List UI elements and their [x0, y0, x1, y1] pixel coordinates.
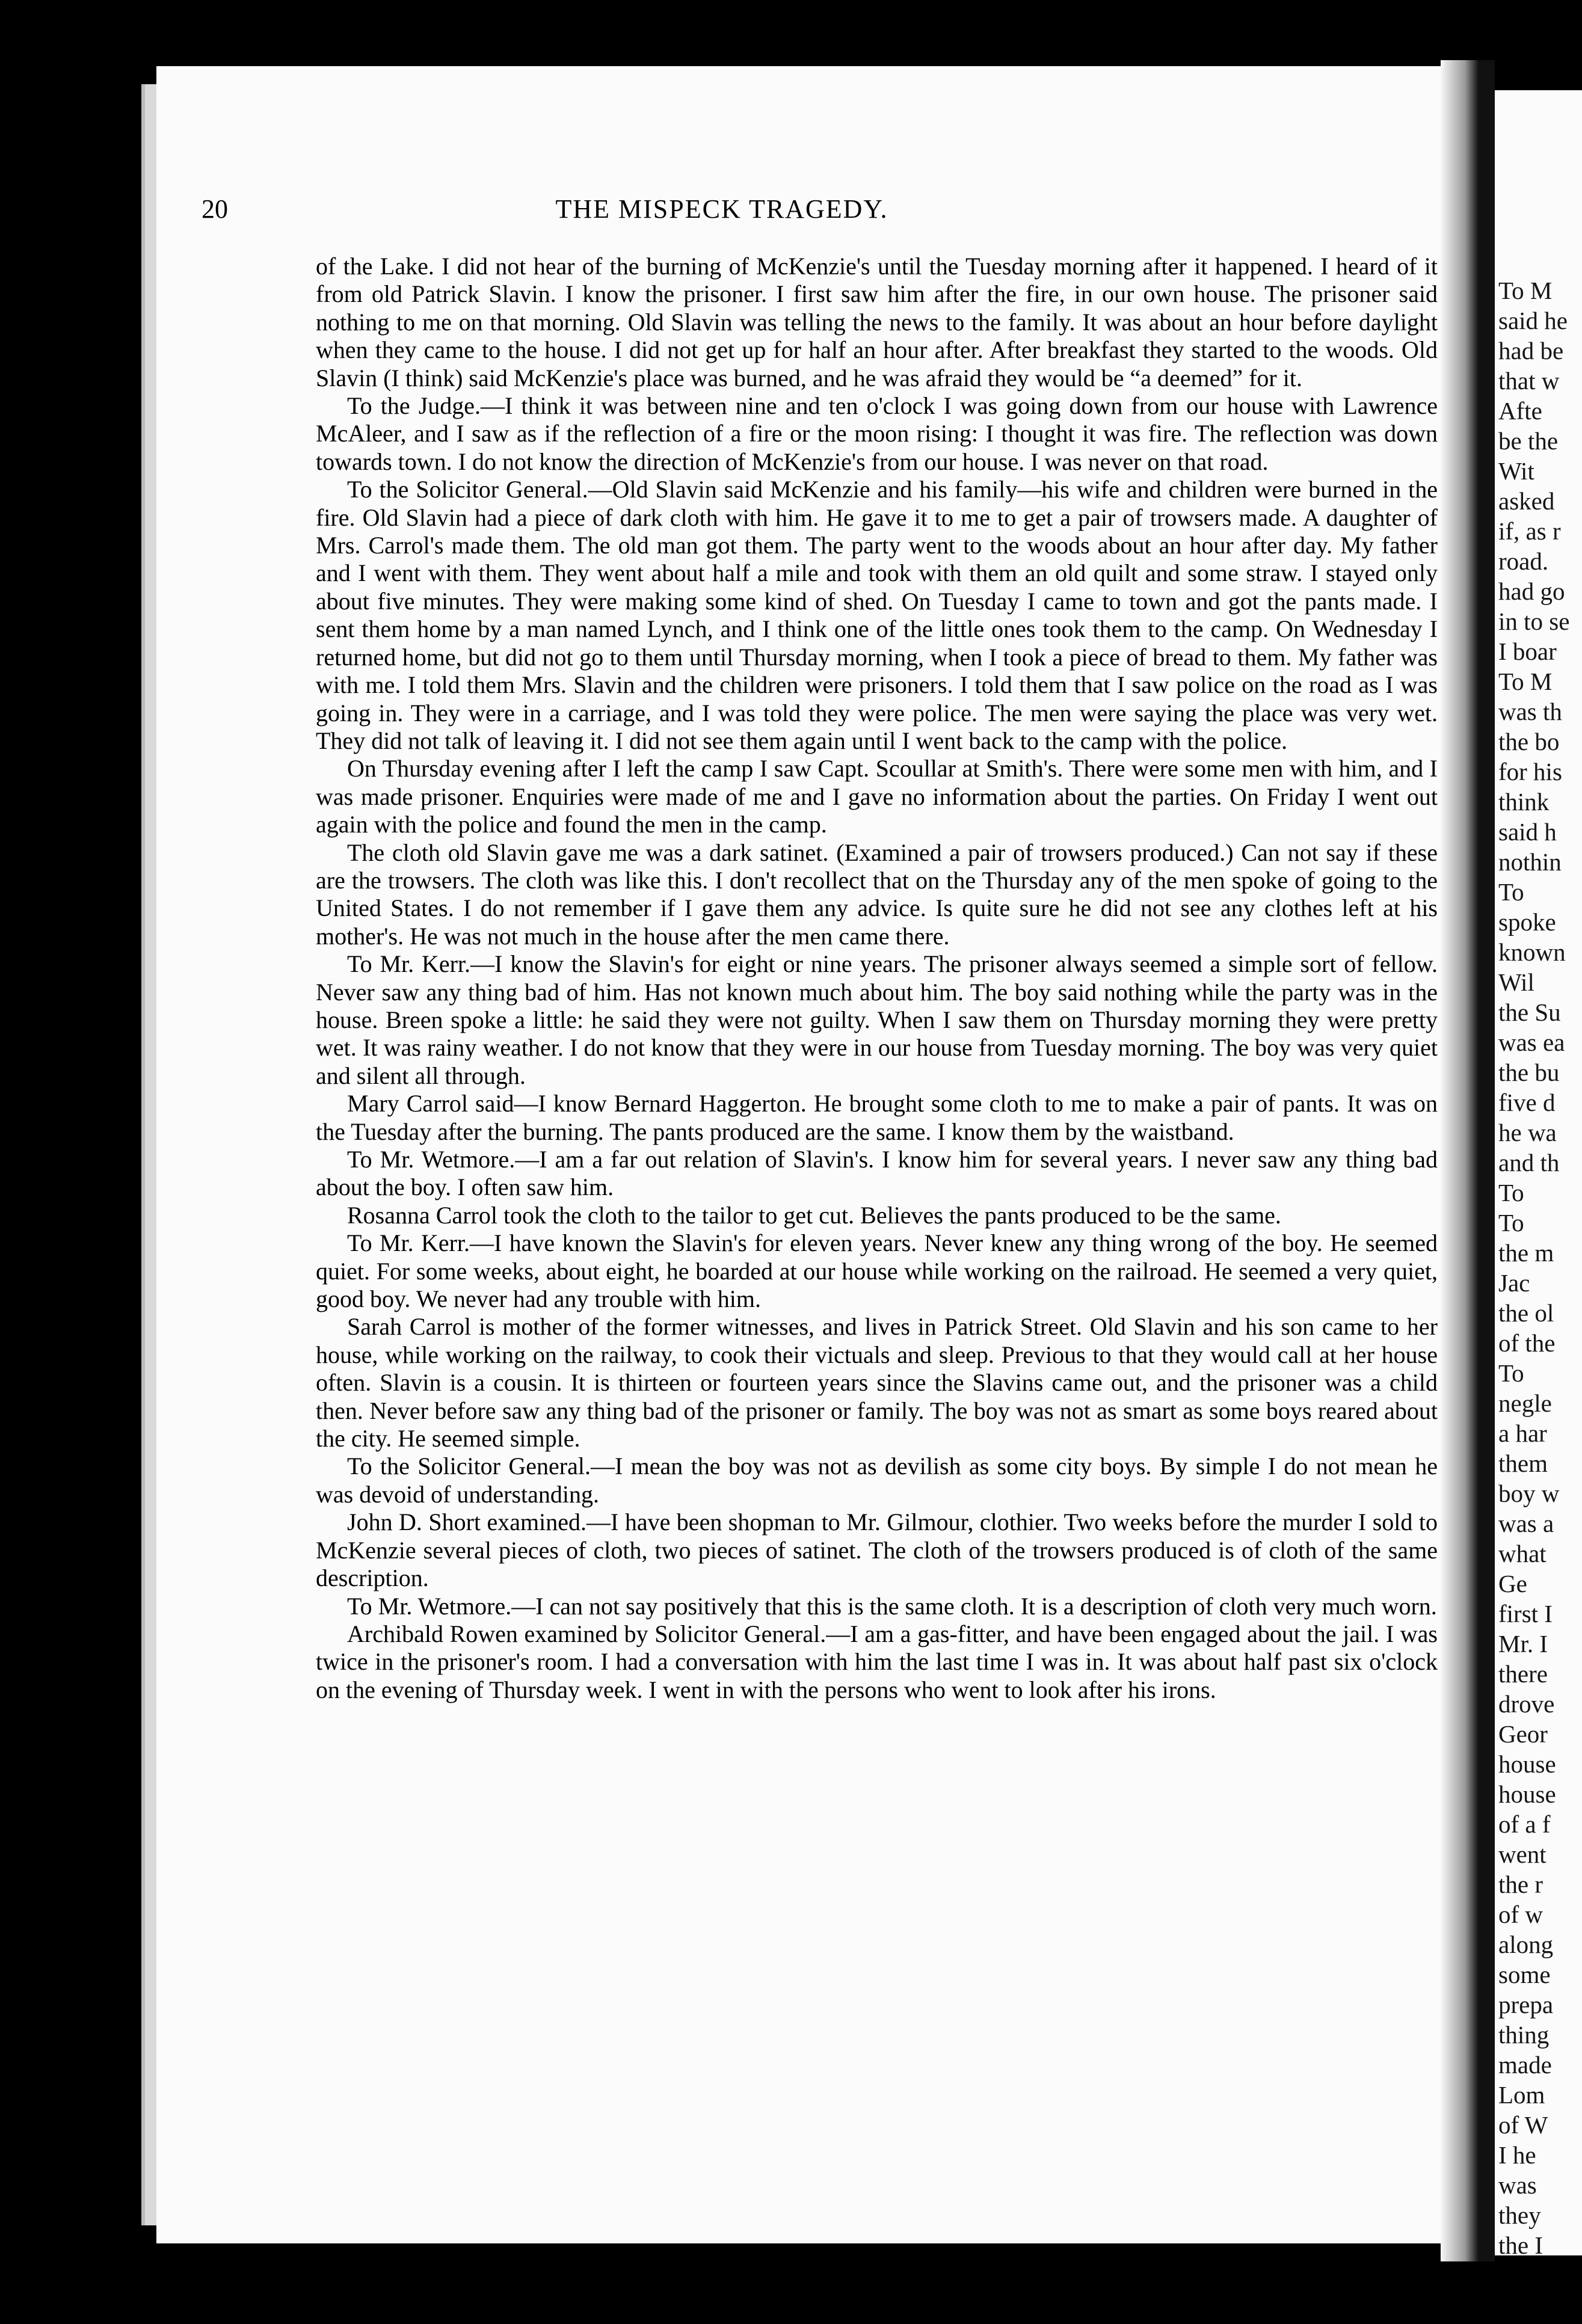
- right-page-line: Ge: [1498, 1570, 1527, 1597]
- right-page-line: be the: [1498, 427, 1559, 455]
- paragraph: The cloth old Slavin gave me was a dark satinet. (Examined a pair of trowsers produced.) Can not say if these are the trowsers. The cloth was like this. I don't recollect that on the Thursday any of the men spoke of going to the United States. I do not remember if I gave them any advice. Is quite sure he did not see any clothes left at his mother's. He was not much in the house after the men came there.: [316, 838, 1438, 950]
- right-page-line: if, as r: [1498, 517, 1561, 545]
- right-page-line: said he: [1498, 307, 1568, 334]
- right-page-line: of the: [1498, 1329, 1556, 1357]
- right-page-line: made: [1498, 2051, 1552, 2079]
- right-page-line: nothin: [1498, 848, 1562, 876]
- right-page-line: To: [1498, 1359, 1524, 1387]
- right-page-line: Geor: [1498, 1720, 1548, 1748]
- paragraph: To the Judge.—I think it was between nine and ten o'clock I was going down from our house with Lawrence McAleer, and I saw as if the reflection of a fire or the moon rising: I thought it was fire. The reflection was down towards town. I do not know the direction of McKenzie's from our house. I was never on that road.: [316, 392, 1438, 475]
- right-page-line: To: [1498, 1209, 1524, 1237]
- right-page-line: for his: [1498, 758, 1562, 785]
- right-page-line: five d: [1498, 1089, 1556, 1116]
- right-page-line: the Su: [1498, 998, 1561, 1026]
- right-page-line: think: [1498, 788, 1550, 816]
- right-page-line: house: [1498, 1750, 1556, 1778]
- right-page-line: the bu: [1498, 1059, 1560, 1086]
- paragraph: To the Solicitor General.—Old Slavin said McKenzie and his family—his wife and children were burned in the fire. Old Slavin had a piece of dark cloth with him. He gave it to me to get a pair of trowsers made. A daughter of Mrs. Carrol's made them. The old man got them. The party went to the woods about an hour after day. My father and I went with them. They went about half a mile and took with them an old quilt and some straw. I stayed only about five minutes. They were making some kind of shed. On Tuesday I came to town and got the pants made. I sent them home by a man named Lynch, and I think one of the little ones took them to the camp. On Wednesday I returned home, but did not go to them until Thursday morning, when I took a piece of bread to them. My father was with me. I told them Mrs. Slavin and the children were prisoners. I told them that I saw police on the road as I was going in. They were in a carriage, and I was told they were police. The men were saying the place was very wet. They did not talk of leaving it. I did not see them again until I went back to the camp with the police.: [316, 476, 1438, 754]
- paragraph: John D. Short examined.—I have been shopman to Mr. Gilmour, clothier. Two weeks before the murder I sold to McKenzie several pieces of cloth, two pieces of satinet. The cloth of the trowsers produced is of cloth of the same description.: [316, 1508, 1438, 1592]
- right-page-line: asked: [1498, 487, 1555, 515]
- right-page-line: Wit: [1498, 457, 1534, 485]
- right-page-line: the I: [1498, 2231, 1543, 2255]
- right-page-line: Jac: [1498, 1269, 1530, 1297]
- paragraph: Archibald Rowen examined by Solicitor General.—I am a gas-fitter, and have been engaged about the jail. I was twice in the prisoner's room. I had a conversation with him the last time I was in. It was about half past six o'clock on the evening of Thursday week. I went in with the persons who went to look after his irons.: [316, 1620, 1438, 1703]
- right-page-line: thing: [1498, 2021, 1550, 2049]
- right-page-line: known: [1498, 938, 1566, 966]
- paragraph: To Mr. Wetmore.—I can not say positively that this is the same cloth. It is a description of cloth very much worn.: [347, 1592, 1437, 1620]
- right-page-line: Afte: [1498, 397, 1542, 425]
- page-header: [202, 194, 1242, 236]
- right-page-line: what: [1498, 1540, 1547, 1567]
- right-page-line: first I: [1498, 1600, 1553, 1628]
- right-page-line: along: [1498, 1931, 1554, 1958]
- right-page-line: negle: [1498, 1389, 1552, 1417]
- right-page-line: them: [1498, 1449, 1548, 1477]
- right-page-line: the r: [1498, 1871, 1543, 1898]
- right-page-line: and th: [1498, 1149, 1560, 1176]
- right-page-line: road.: [1498, 547, 1549, 575]
- right-page-line: was ea: [1498, 1028, 1565, 1056]
- paragraph: Sarah Carrol is mother of the former witnesses, and lives in Patrick Street. Old Slavin and his son came to her house, while working on the railway, to cook their victuals and sleep. Previous to that they would call at her house often. Slavin is a cousin. It is thirteen or fourteen years since the Slavins came out, and the prisoner was a child then. Never before saw any thing bad of the prisoner or family. The boy was not as smart as some boys reared about the city. He seemed simple.: [316, 1313, 1438, 1452]
- right-page-line: went: [1498, 1840, 1547, 1868]
- paragraph: To Mr. Kerr.—I have known the Slavin's for eleven years. Never knew any thing wrong of the boy. He seemed quiet. For some weeks, about eight, he boarded at our house while working on the railroad. He seemed a very quiet, good boy. We never had any trouble with him.: [316, 1229, 1438, 1313]
- right-page-line: they: [1498, 2201, 1541, 2229]
- right-page-line: Wil: [1498, 968, 1534, 996]
- right-page-line: prepa: [1498, 1991, 1554, 2018]
- right-page-line: the ol: [1498, 1299, 1554, 1327]
- right-page-line: had be: [1498, 337, 1564, 364]
- right-page-line: the m: [1498, 1239, 1554, 1267]
- right-page-line: he wa: [1498, 1119, 1557, 1146]
- right-page-line: had go: [1498, 577, 1565, 605]
- right-page-line: of W: [1498, 2111, 1548, 2139]
- right-page-line: I he: [1498, 2141, 1536, 2169]
- right-page-line: in to se: [1498, 607, 1570, 635]
- paragraph: Rosanna Carrol took the cloth to the tailor to get cut. Believes the pants produced to be the same.: [347, 1201, 1281, 1229]
- right-page-line: some: [1498, 1961, 1551, 1988]
- right-page-line: To M: [1498, 668, 1553, 695]
- right-page-line: said h: [1498, 818, 1557, 846]
- right-page-line: the bo: [1498, 728, 1560, 755]
- right-page-line: drove: [1498, 1690, 1555, 1718]
- book-gutter: [1441, 60, 1495, 2261]
- right-page-fragment: [1495, 90, 1582, 2255]
- paragraph: To Mr. Kerr.—I know the Slavin's for eight or nine years. The prisoner always seemed a simple sort of fellow. Never saw any thing bad of him. Has not known much about him. The boy said nothing while the party was in the house. Breen spoke a little: he said they were not guilty. When I saw them on Thursday morning they were pretty wet. It was rainy weather. I do not know that they were in our house from Tuesday morning. The boy was very quiet and silent all through.: [316, 950, 1438, 1089]
- right-page-line: was th: [1498, 698, 1562, 725]
- right-page-line: there: [1498, 1660, 1548, 1688]
- right-page-line: To M: [1498, 277, 1553, 304]
- right-page-line: Mr. I: [1498, 1630, 1548, 1658]
- right-page-line: Lom: [1498, 2081, 1545, 2109]
- paragraph: Mary Carrol said—I know Bernard Haggerton. He brought some cloth to me to make a pair of pants. It was on the Tuesday after the burning. The pants produced are the same. I know them by the waistband.: [316, 1090, 1438, 1145]
- right-page-line: was a: [1498, 1510, 1554, 1537]
- right-page-line: a har: [1498, 1419, 1547, 1447]
- right-page-line: To: [1498, 878, 1524, 906]
- paragraph: On Thursday evening after I left the camp I saw Capt. Scoullar at Smith's. There were some men with him, and I was made prisoner. Enquiries were made of me and I gave no information about the parties. On Friday I went out again with the police and found the men in the camp.: [316, 755, 1438, 838]
- right-page-line: spoke: [1498, 908, 1556, 936]
- running-title: THE MISPECK TRAGEDY.: [555, 194, 888, 224]
- right-page-line: of w: [1498, 1901, 1544, 1928]
- right-page-line: was: [1498, 2171, 1537, 2199]
- right-page-line: boy w: [1498, 1480, 1560, 1507]
- paragraph: To Mr. Wetmore.—I am a far out relation of Slavin's. I know him for several years. I never saw any thing bad about the boy. I often saw him.: [316, 1146, 1438, 1201]
- right-page-line: of a f: [1498, 1810, 1551, 1838]
- page-number: 20: [202, 194, 228, 224]
- right-page-line: house: [1498, 1780, 1556, 1808]
- paragraph: of the Lake. I did not hear of the burning of McKenzie's until the Tuesday morning after it happened. I heard of it from old Patrick Slavin. I know the prisoner. I first saw him after the fire, in our own house. The prisoner said nothing to me on that morning. Old Slavin was telling the news to the family. It was about an hour before daylight when they came to the house. I did not get up for half an hour after. After breakfast they started to the woods. Old Slavin (I think) said McKenzie's place was burned, and he was afraid they would be “a deemed” for it.: [316, 253, 1438, 392]
- paragraph: To the Solicitor General.—I mean the boy was not as devilish as some city boys. By simple I do not mean he was devoid of understanding.: [316, 1452, 1438, 1508]
- right-page-line: To: [1498, 1179, 1524, 1207]
- body-text: [316, 253, 1438, 2159]
- right-page-line: I boar: [1498, 638, 1557, 665]
- right-page-line: that w: [1498, 367, 1560, 395]
